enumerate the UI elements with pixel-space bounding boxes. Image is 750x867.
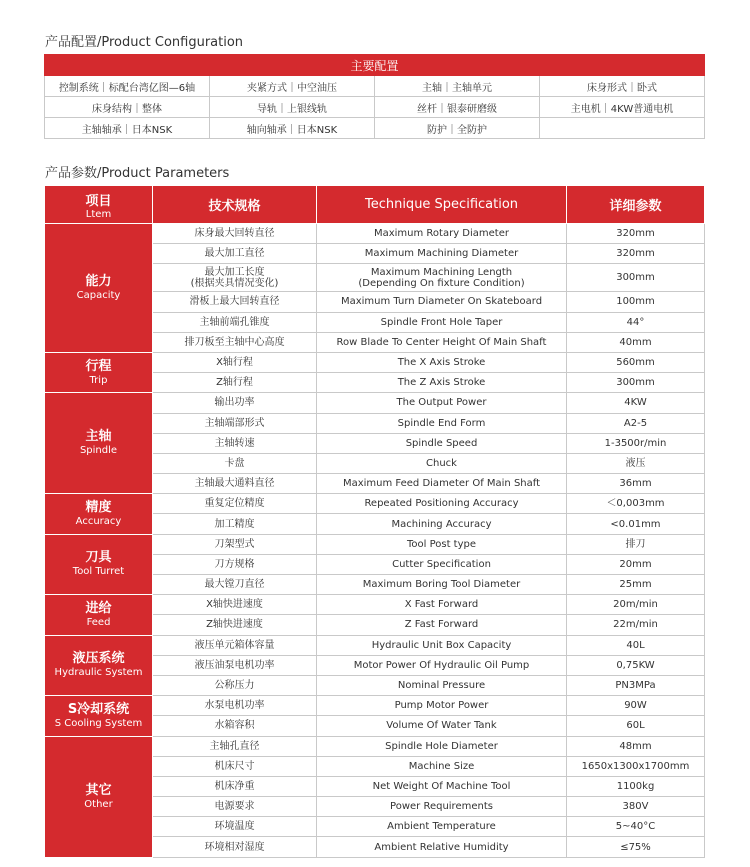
param-value: 300mm: [567, 264, 705, 292]
param-value: PN3MPa: [567, 675, 705, 695]
param-name-en: Hydraulic Unit Box Capacity: [317, 635, 567, 655]
param-name-zh: 液压油泵电机功率: [153, 655, 317, 675]
param-name-en: Maximum Boring Tool Diameter: [317, 575, 567, 595]
param-name-zh: 公称压力: [153, 675, 317, 695]
param-name-zh: 主轴前端孔锥度: [153, 312, 317, 332]
param-name-zh: X轴行程: [153, 352, 317, 372]
param-name-en: Maximum Turn Diameter On Skateboard: [317, 292, 567, 312]
param-value: 300mm: [567, 373, 705, 393]
param-name-zh: 主轴最大通料直径: [153, 474, 317, 494]
param-name-en: Maximum Feed Diameter Of Main Shaft: [317, 474, 567, 494]
group-label: 进给 Feed: [45, 595, 153, 635]
param-value: 1650x1300x1700mm: [567, 756, 705, 776]
param-name-en: Nominal Pressure: [317, 675, 567, 695]
param-value: 1-3500r/min: [567, 433, 705, 453]
group-label: S冷却系统 S Cooling System: [45, 696, 153, 736]
param-name-en: Machining Accuracy: [317, 514, 567, 534]
param-name-zh: 排刀板至主轴中心高度: [153, 332, 317, 352]
param-name-en: Motor Power Of Hydraulic Oil Pump: [317, 655, 567, 675]
config-cell: 床身结构｜整体: [45, 97, 210, 118]
config-cell: 主电机｜4KW普通电机: [540, 97, 705, 118]
param-name-en: Ambient Temperature: [317, 817, 567, 837]
param-name-en: The Z Axis Stroke: [317, 373, 567, 393]
config-cell: 控制系统｜标配台湾亿图—6轴: [45, 76, 210, 97]
param-name-en: X Fast Forward: [317, 595, 567, 615]
param-name-en: Row Blade To Center Height Of Main Shaft: [317, 332, 567, 352]
param-name-en: Power Requirements: [317, 797, 567, 817]
param-value: ＜0,003mm: [567, 494, 705, 514]
param-value: 22m/min: [567, 615, 705, 635]
param-name-en: Spindle Hole Diameter: [317, 736, 567, 756]
param-value: 90W: [567, 696, 705, 716]
config-header: 主要配置: [45, 55, 705, 76]
param-name-en: Maximum Rotary Diameter: [317, 224, 567, 244]
param-name-zh: 机床净重: [153, 776, 317, 796]
param-value: 48mm: [567, 736, 705, 756]
config-cell: 防护｜全防护: [375, 118, 540, 139]
param-name-zh: X轴快进速度: [153, 595, 317, 615]
param-value: 380V: [567, 797, 705, 817]
params-section-title: 产品参数/Product Parameters: [45, 166, 230, 181]
config-cell: 床身形式｜卧式: [540, 76, 705, 97]
param-row: [45, 393, 705, 413]
param-name-zh: 最大加工直径: [153, 244, 317, 264]
param-name-en: Repeated Positioning Accuracy: [317, 494, 567, 514]
config-cell: 主轴轴承｜日本NSK: [45, 118, 210, 139]
param-value: 44°: [567, 312, 705, 332]
param-name-en: Maximum Machining Diameter: [317, 244, 567, 264]
param-value: 560mm: [567, 352, 705, 372]
config-table: [44, 54, 705, 139]
header-spec-zh: 技术规格: [153, 186, 317, 224]
param-name-zh: 主轴孔直径: [153, 736, 317, 756]
param-value: 100mm: [567, 292, 705, 312]
param-name-zh: 输出功率: [153, 393, 317, 413]
param-name-en: Maximum Machining Length (Depending On fixture Condition): [317, 264, 567, 292]
param-value: 40L: [567, 635, 705, 655]
param-value: 4KW: [567, 393, 705, 413]
param-value: ≤75%: [567, 837, 705, 857]
param-row: [45, 635, 705, 655]
param-name-zh: 液压单元箱体容量: [153, 635, 317, 655]
header-item: 项目 Ltem: [45, 186, 153, 224]
param-value: A2-5: [567, 413, 705, 433]
param-name-zh: 水泵电机功率: [153, 696, 317, 716]
param-name-zh: 电源要求: [153, 797, 317, 817]
group-label: 精度 Accuracy: [45, 494, 153, 534]
group-label: 行程 Trip: [45, 352, 153, 392]
param-name-zh: 主轴端部形式: [153, 413, 317, 433]
group-label: 刀具 Tool Turret: [45, 534, 153, 595]
param-row: [45, 352, 705, 372]
param-value: 320mm: [567, 244, 705, 264]
param-name-zh: 重复定位精度: [153, 494, 317, 514]
param-value: 0,75KW: [567, 655, 705, 675]
param-name-en: Pump Motor Power: [317, 696, 567, 716]
param-value: 20mm: [567, 554, 705, 574]
param-value: 5~40°C: [567, 817, 705, 837]
param-name-en: Spindle Speed: [317, 433, 567, 453]
config-cell: 轴向轴承｜日本NSK: [210, 118, 375, 139]
param-row: [45, 224, 705, 244]
group-label: 主轴 Spindle: [45, 393, 153, 494]
config-row: [45, 118, 705, 139]
param-name-zh: 最大镗刀直径: [153, 575, 317, 595]
param-name-zh: 卡盘: [153, 453, 317, 473]
param-name-zh: 刀方规格: [153, 554, 317, 574]
group-label: 能力 Capacity: [45, 224, 153, 353]
config-cell: 主轴｜主轴单元: [375, 76, 540, 97]
param-value: 320mm: [567, 224, 705, 244]
config-section-title: 产品配置/Product Configuration: [45, 35, 244, 50]
params-table: [44, 185, 705, 858]
param-name-en: Z Fast Forward: [317, 615, 567, 635]
param-name-en: Tool Post type: [317, 534, 567, 554]
param-name-en: Spindle End Form: [317, 413, 567, 433]
config-cell: [540, 118, 705, 139]
param-value: 液压: [567, 453, 705, 473]
param-name-en: Chuck: [317, 453, 567, 473]
param-name-en: Cutter Specification: [317, 554, 567, 574]
param-row: [45, 736, 705, 756]
param-name-en: The X Axis Stroke: [317, 352, 567, 372]
group-label: 其它 Other: [45, 736, 153, 857]
header-spec-en: Technique Specification: [317, 186, 567, 224]
group-label: 液压系统 Hydraulic System: [45, 635, 153, 696]
param-value: 25mm: [567, 575, 705, 595]
param-name-en: Volume Of Water Tank: [317, 716, 567, 736]
param-name-zh: Z轴快进速度: [153, 615, 317, 635]
param-value: 20m/min: [567, 595, 705, 615]
param-value: 60L: [567, 716, 705, 736]
param-name-zh: 环境温度: [153, 817, 317, 837]
param-name-en: The Output Power: [317, 393, 567, 413]
param-name-zh: 最大加工长度 (根据夹具情况变化): [153, 264, 317, 292]
config-cell: 丝杆｜银泰研磨级: [375, 97, 540, 118]
param-name-zh: Z轴行程: [153, 373, 317, 393]
param-value: 排刀: [567, 534, 705, 554]
param-value: 1100kg: [567, 776, 705, 796]
param-name-en: Spindle Front Hole Taper: [317, 312, 567, 332]
config-row: [45, 97, 705, 118]
param-row: [45, 595, 705, 615]
param-name-zh: 加工精度: [153, 514, 317, 534]
param-value: <0.01mm: [567, 514, 705, 534]
param-name-en: Machine Size: [317, 756, 567, 776]
param-name-en: Net Weight Of Machine Tool: [317, 776, 567, 796]
param-name-zh: 床身最大回转直径: [153, 224, 317, 244]
param-name-zh: 水箱容积: [153, 716, 317, 736]
param-row: [45, 494, 705, 514]
param-row: [45, 696, 705, 716]
header-detail: 详细参数: [567, 186, 705, 224]
param-value: 36mm: [567, 474, 705, 494]
param-name-zh: 刀架型式: [153, 534, 317, 554]
param-name-zh: 主轴转速: [153, 433, 317, 453]
param-name-zh: 滑板上最大回转直径: [153, 292, 317, 312]
param-value: 40mm: [567, 332, 705, 352]
param-name-zh: 环境相对湿度: [153, 837, 317, 857]
param-name-en: Ambient Relative Humidity: [317, 837, 567, 857]
param-row: [45, 534, 705, 554]
config-cell: 夹紧方式｜中空油压: [210, 76, 375, 97]
config-cell: 导轨｜上银线轨: [210, 97, 375, 118]
param-name-zh: 机床尺寸: [153, 756, 317, 776]
config-row: [45, 76, 705, 97]
